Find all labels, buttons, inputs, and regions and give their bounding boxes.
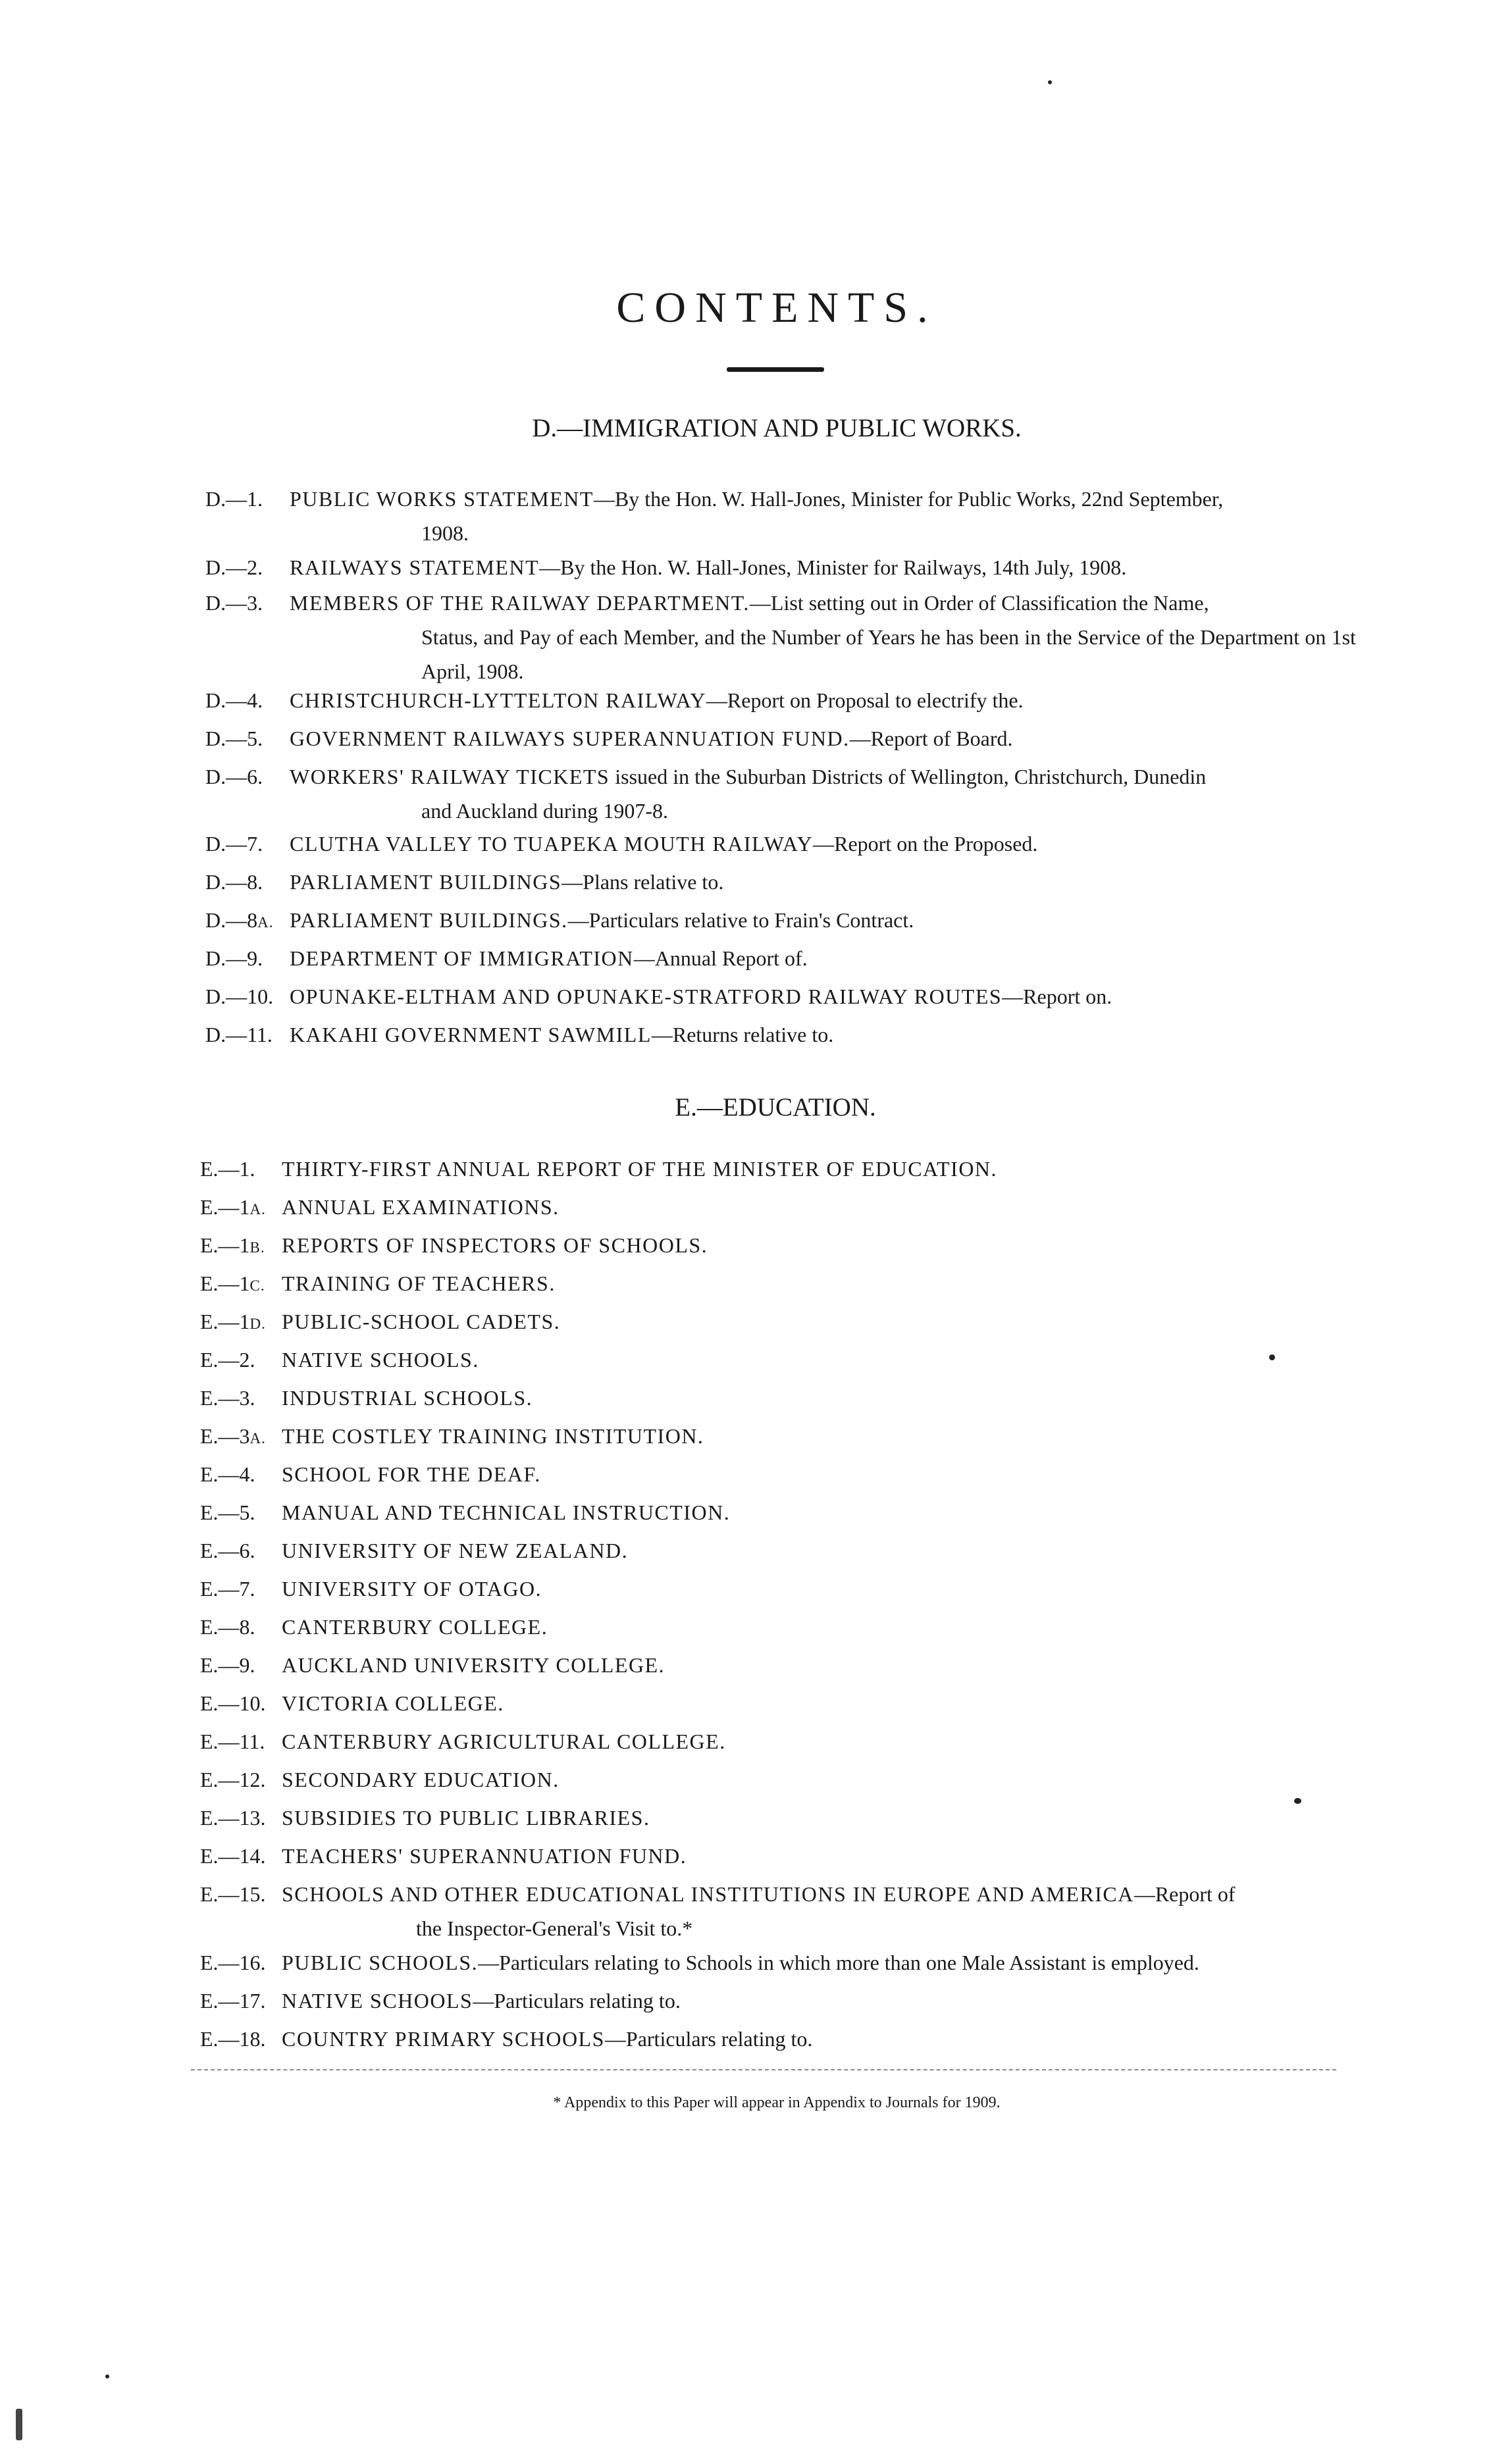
entry-description (282, 1839, 1351, 1873)
entry-description (282, 1266, 1351, 1300)
entry-code (200, 1457, 255, 1491)
entry-heading: PUBLIC WORKS STATEMENT (290, 487, 594, 511)
entry-heading: SCHOOLS AND OTHER EDUCATIONAL INSTITUTIONS IN EUROPE AND AMERICA (282, 1882, 1134, 1906)
entry-description (282, 1572, 1351, 1606)
footnote-divider (191, 2069, 1336, 2070)
entry-code (200, 1304, 266, 1341)
entry-code-number: E.—4. (200, 1462, 255, 1486)
scan-speck (1269, 1354, 1275, 1360)
entry-code (205, 721, 263, 756)
entry-description (290, 759, 1356, 828)
entry-continuation: 1908. (421, 521, 469, 545)
entry-heading: GOVERNMENT RAILWAYS SUPERANNUATION FUND. (290, 727, 850, 750)
entry-heading: PARLIAMENT BUILDINGS (290, 870, 562, 894)
entry-code (205, 482, 263, 516)
entry-code-suffix: A. (257, 914, 274, 931)
entry-description (282, 1648, 1351, 1682)
entry-code (200, 1381, 255, 1415)
entry-heading: ANNUAL EXAMINATIONS. (282, 1195, 560, 1219)
entry-code-number: D.—5. (205, 727, 263, 750)
entry-code-suffix: A. (249, 1201, 266, 1218)
entry-detail: —Report on Proposal to electrify the. (706, 688, 1024, 712)
entry-code-number: E.—8. (200, 1615, 255, 1639)
scan-speck (1048, 80, 1052, 84)
entry-description (282, 2022, 1351, 2056)
entry-code (200, 1343, 255, 1377)
entry-code (200, 1839, 266, 1873)
entry-heading: OPUNAKE-ELTHAM AND OPUNAKE-STRATFORD RAILWAY ROUTES (290, 985, 1003, 1008)
entry-description (282, 1190, 1351, 1224)
entry-code (205, 827, 263, 861)
entry-heading: KAKAHI GOVERNMENT SAWMILL (290, 1023, 652, 1046)
entry-description (282, 1228, 1351, 1262)
entry-detail: issued in the Suburban Districts of Wellington, Christchurch, Dunedin (610, 765, 1207, 788)
entry-code-number: D.—8 (205, 908, 258, 932)
entry-heading: PARLIAMENT BUILDINGS. (290, 908, 568, 932)
entry-description (282, 1686, 1351, 1720)
entry-code-number: D.—11. (205, 1023, 273, 1046)
entry-code (200, 1648, 255, 1682)
entry-code (200, 1533, 255, 1568)
entry-code-number: D.—9. (205, 946, 263, 970)
entry-code (205, 1017, 273, 1052)
entry-code (200, 1945, 266, 1980)
entry-description (282, 1457, 1351, 1491)
entry-code-number: E.—3. (200, 1386, 255, 1410)
entry-code (200, 1877, 266, 1911)
entry-description (290, 903, 1356, 937)
entry-code (200, 1724, 265, 1758)
entry-description (282, 1533, 1351, 1568)
entry-code-number: E.—18. (200, 2027, 266, 2051)
entry-detail: —Returns relative to. (651, 1023, 834, 1046)
page-title: CONTENTS. (616, 284, 937, 332)
entry-code-number: D.—10. (205, 985, 274, 1008)
scan-speck (16, 2409, 22, 2440)
entry-description (290, 827, 1356, 861)
entry-heading: MANUAL AND TECHNICAL INSTRUCTION. (282, 1501, 731, 1524)
entry-heading: THIRTY-FIRST ANNUAL REPORT OF THE MINISTER OF EDUCATION. (282, 1157, 998, 1181)
entry-detail: —By the Hon. W. Hall-Jones, Minister for Railways, 14th July, 1908. (539, 555, 1127, 579)
entry-description (290, 721, 1356, 756)
entry-detail: —By the Hon. W. Hall-Jones, Minister for Public Works, 22nd September, (593, 487, 1224, 511)
entry-description (282, 1610, 1351, 1644)
entry-detail: —Particulars relative to Frain's Contract. (567, 908, 914, 932)
entry-code (205, 903, 273, 940)
entry-description (282, 1304, 1351, 1339)
entry-heading: CLUTHA VALLEY TO TUAPEKA MOUTH RAILWAY (290, 832, 814, 856)
entry-detail: —List setting out in Order of Classification the Name, (749, 591, 1209, 615)
entry-code (200, 1762, 266, 1797)
entry-description (282, 1381, 1351, 1415)
entry-description (290, 482, 1356, 550)
entry-code-suffix: B. (249, 1239, 265, 1256)
entry-code (200, 2022, 266, 2056)
entry-code-number: E.—1 (200, 1195, 250, 1219)
entry-description (290, 550, 1356, 584)
entry-description (282, 1945, 1351, 1980)
entry-code-suffix: A. (249, 1430, 266, 1447)
entry-description (282, 1495, 1351, 1529)
entry-code (200, 1266, 265, 1303)
entry-detail: —Particulars relating to Schools in which more than one Male Assistant is employed. (478, 1951, 1199, 1974)
entry-heading: PUBLIC SCHOOLS. (282, 1951, 479, 1974)
entry-code (200, 1495, 255, 1529)
entry-code (200, 1686, 266, 1720)
entry-heading: RAILWAYS STATEMENT (290, 555, 540, 579)
entry-code-number: E.—13. (200, 1806, 266, 1830)
entry-code (205, 586, 263, 620)
entry-continuation: and Auckland during 1907-8. (421, 799, 669, 823)
entry-code-number: E.—9. (200, 1653, 255, 1677)
entry-heading: REPORTS OF INSPECTORS OF SCHOOLS. (282, 1233, 708, 1257)
entry-description (282, 1762, 1351, 1797)
entry-detail: —Report of (1133, 1882, 1236, 1906)
entry-detail: —Plans relative to. (561, 870, 724, 894)
entry-heading: SUBSIDIES TO PUBLIC LIBRARIES. (282, 1806, 650, 1830)
entry-code-number: D.—2. (205, 555, 263, 579)
entry-code-number: D.—4. (205, 688, 263, 712)
entry-description (282, 1419, 1351, 1453)
entry-heading: SCHOOL FOR THE DEAF. (282, 1462, 541, 1486)
entry-heading: NATIVE SCHOOLS (282, 1989, 473, 2013)
entry-code-number: E.—12. (200, 1768, 266, 1791)
entry-description (282, 1343, 1351, 1377)
entry-code-number: E.—17. (200, 1989, 266, 2013)
entry-code-number: E.—5. (200, 1501, 255, 1524)
entry-heading: COUNTRY PRIMARY SCHOOLS (282, 2027, 605, 2051)
title-underline (727, 367, 824, 372)
entry-heading: PUBLIC-SCHOOL CADETS. (282, 1310, 561, 1333)
entry-heading: AUCKLAND UNIVERSITY COLLEGE. (282, 1653, 665, 1677)
entry-code-number: E.—1 (200, 1310, 250, 1333)
entry-heading: TRAINING OF TEACHERS. (282, 1271, 556, 1295)
entry-detail: —Particulars relating to. (473, 1989, 681, 2013)
entry-heading: CANTERBURY COLLEGE. (282, 1615, 548, 1639)
entry-detail: —Report on the Proposed. (813, 832, 1038, 856)
entry-code (200, 1152, 255, 1186)
entry-code-number: E.—15. (200, 1882, 266, 1906)
entry-heading: DEPARTMENT OF IMMIGRATION (290, 946, 634, 970)
entry-code-number: E.—2. (200, 1348, 255, 1372)
entry-description (282, 1152, 1351, 1186)
entry-code (205, 683, 263, 717)
entry-description (290, 1017, 1356, 1052)
entry-code-number: D.—6. (205, 765, 263, 788)
entry-description (282, 1877, 1351, 1945)
footnote: * Appendix to this Paper will appear in Appendix to Journals for 1909. (553, 2094, 1001, 2111)
section-heading-e: E.—EDUCATION. (675, 1093, 876, 1121)
entry-code-number: E.—1 (200, 1233, 250, 1257)
entry-detail: —Annual Report of. (633, 946, 808, 970)
entry-code-number: D.—1. (205, 487, 263, 511)
entry-description (282, 1801, 1351, 1835)
entry-description (290, 683, 1356, 717)
entry-detail: —Report of Board. (849, 727, 1013, 750)
entry-heading: CHRISTCHURCH-LYTTELTON RAILWAY (290, 688, 706, 712)
entry-code-number: E.—16. (200, 1951, 266, 1974)
entry-code (200, 1190, 266, 1227)
entry-description (282, 1984, 1351, 2018)
entry-description (290, 586, 1356, 688)
entry-heading: UNIVERSITY OF NEW ZEALAND. (282, 1539, 629, 1562)
entry-code (200, 1801, 266, 1835)
entry-detail: —Report on. (1002, 985, 1112, 1008)
entry-code (205, 865, 263, 899)
entry-code-number: E.—11. (200, 1730, 265, 1753)
entry-code-number: D.—8. (205, 870, 263, 894)
entry-heading: SECONDARY EDUCATION. (282, 1768, 560, 1791)
entry-code (205, 550, 263, 584)
entry-code-suffix: D. (249, 1316, 266, 1332)
entry-heading: MEMBERS OF THE RAILWAY DEPARTMENT. (290, 591, 750, 615)
entry-continuation: Status, and Pay of each Member, and the Number of Years he has been in the Service of the Department on 1st April, 1908. (421, 625, 1356, 683)
entry-code-number: E.—1 (200, 1271, 250, 1295)
entry-heading: CANTERBURY AGRICULTURAL COLLEGE. (282, 1730, 726, 1753)
entry-description (290, 865, 1356, 899)
scan-speck (1294, 1798, 1301, 1804)
entry-heading: VICTORIA COLLEGE. (282, 1691, 504, 1715)
entry-code (200, 1610, 255, 1644)
entry-heading: TEACHERS' SUPERANNUATION FUND. (282, 1844, 687, 1868)
entry-description (290, 979, 1356, 1014)
entry-code (200, 1228, 265, 1265)
entry-heading: UNIVERSITY OF OTAGO. (282, 1577, 542, 1601)
entry-code-number: E.—1. (200, 1157, 255, 1181)
scan-speck (105, 2374, 109, 2378)
entry-detail: —Particulars relating to. (604, 2027, 813, 2051)
entry-continuation: the Inspector-General's Visit to.* (416, 1916, 693, 1940)
entry-code-suffix: C. (249, 1277, 265, 1294)
entry-code-number: E.—14. (200, 1844, 266, 1868)
entry-heading: THE COSTLEY TRAINING INSTITUTION. (282, 1424, 704, 1448)
entry-heading: WORKERS' RAILWAY TICKETS (290, 765, 610, 788)
entry-heading: INDUSTRIAL SCHOOLS. (282, 1386, 533, 1410)
section-heading-d: D.—IMMIGRATION AND PUBLIC WORKS. (532, 414, 1022, 442)
entry-code-number: E.—10. (200, 1691, 266, 1715)
entry-code (200, 1984, 266, 2018)
entry-code (200, 1419, 266, 1456)
entry-code (205, 979, 273, 1014)
entry-description (290, 941, 1356, 975)
entry-code-number: D.—3. (205, 591, 263, 615)
entry-description (282, 1724, 1351, 1758)
entry-code (205, 941, 263, 975)
entry-code-number: E.—6. (200, 1539, 255, 1562)
entry-code-number: E.—3 (200, 1424, 250, 1448)
entry-heading: NATIVE SCHOOLS. (282, 1348, 479, 1372)
entry-code-number: E.—7. (200, 1577, 255, 1601)
entry-code (205, 759, 263, 794)
entry-code-number: D.—7. (205, 832, 263, 856)
entry-code (200, 1572, 255, 1606)
